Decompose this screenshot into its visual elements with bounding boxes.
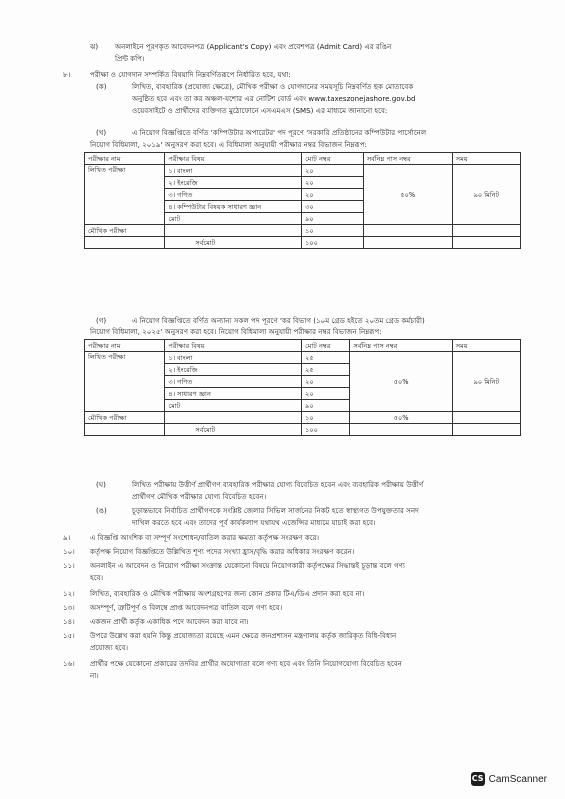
table-header: পরীক্ষার বিষয় xyxy=(165,340,302,352)
rule-text: প্রযোজ্য হবে। xyxy=(90,643,129,652)
marks-cell: ১০ xyxy=(302,412,350,424)
subject-cell: ১। বাংলা xyxy=(165,165,302,177)
subject-cell: ৩। গণিত xyxy=(165,189,302,201)
subject-cell: ৩। গণিত xyxy=(165,376,302,388)
exam-name: লিখিত পরীক্ষা xyxy=(85,352,165,412)
total-marks: ১০০ xyxy=(302,424,350,436)
sub-label: (ক) xyxy=(96,82,107,91)
sub-text: প্রার্থীগণ মৌখিক পরীক্ষার যোগ্য বিবেচিত হবেন। xyxy=(132,492,267,501)
time-cell xyxy=(452,412,520,424)
rule-text: উপরে উল্লেখ করা হয়নি কিন্তু প্রযোজ্যতা রয়েছে এমন ক্ষেত্রে জনপ্রশাসন মন্ত্রণালয় কর্তৃক জারিকৃত বিধি-বিধান xyxy=(90,631,397,640)
pass-marks-cell: ৫০% xyxy=(350,352,452,412)
rule-text: হবে। xyxy=(90,573,104,582)
table-header: সর্বনিম্ন পাস নম্বর xyxy=(363,153,452,165)
pass-marks-cell xyxy=(363,225,452,237)
rule-text: লিখিত, ব্যবহারিক ও মৌখিক পরীক্ষায় অংশগ্রহণের জন্য কোন প্রকার টিএ/ডিএ প্রদান করা হবে না। xyxy=(90,589,365,598)
table-header: সময় xyxy=(452,340,520,352)
subject-cell xyxy=(165,412,302,424)
sub-label: (খ) xyxy=(96,128,107,137)
sub-text: নিয়োগ বিধিমালা, ২০১৯' অনুসরণ করা হবে। এ বিধিমালা অনুযায়ী পরীক্ষার নম্বর বিভাজন নিম্নরূপ: xyxy=(90,140,367,149)
table-header: মোট নম্বর xyxy=(302,153,364,165)
subject-cell: ৪। সাধারণ জ্ঞান xyxy=(165,388,302,400)
time-cell xyxy=(452,424,520,436)
table-header: পরীক্ষার নাম xyxy=(85,153,165,165)
marks-cell: ২৫ xyxy=(302,364,350,376)
total-marks: ১০০ xyxy=(302,237,364,249)
pass-marks-cell: ৫০% xyxy=(350,412,452,424)
camscanner-watermark xyxy=(471,772,547,786)
sub-text: অনুষ্ঠিত হবে এবং তা কর অঞ্চল-যশোর এর নোটিশ বোর্ড এবং www.taxeszonejashore.gov.bd xyxy=(132,94,416,103)
rule-number: ১৬। xyxy=(63,659,75,668)
item-label: ঝ) xyxy=(90,42,99,51)
marks-cell: ২০ xyxy=(302,388,350,400)
sub-text: এ নিয়োগ বিজ্ঞপ্তিতে বর্ণিত অন্যান্য সকল পদ পূরণে 'কর বিভাগ (১০ম গ্রেড হইতে ২০তম গ্রেড কর্মচারী) xyxy=(132,316,425,325)
rule-number: ১২। xyxy=(63,589,75,598)
rule-number: ১১। xyxy=(63,561,75,570)
table-header: পরীক্ষার বিষয় xyxy=(165,153,302,165)
subject-cell: ৪। কম্পিউটার বিষয়ক সাধারণ জ্ঞান xyxy=(165,201,302,213)
rule-number: ১৫। xyxy=(63,631,75,640)
exam-name: মৌখিক পরীক্ষা xyxy=(85,412,165,424)
total-label: সর্বমোট xyxy=(165,237,302,249)
pass-marks-cell xyxy=(350,424,452,436)
section-heading: পরীক্ষা ও যোগদান সম্পর্কিত বিষয়াদি নিম্নবর্ণিতরূপে নির্ধারিত হবে, যথা: xyxy=(90,70,291,79)
marks-cell: ২০ xyxy=(302,177,364,189)
item-text: অনলাইনে পূরণকৃত আবেদনপত্র (Applicant's Copy) এবং প্রবেশপত্র (Admit Card) এর রঙিন xyxy=(115,42,392,51)
item-text: প্রিন্ট কপি। xyxy=(115,54,145,63)
rule-text: অনলাইন এ আবেদন ও নিয়োগ পরীক্ষা সংক্রান্ত যেকোনো বিষয়ে নিয়োগকারী কর্তৃপক্ষের সিদ্ধান্তই চূড়ান্ত বলে গণ্য xyxy=(90,561,405,570)
sub-text: নিয়োগ বিধিমালা, ২০২৫' অনুসরণ করা হবে। নিয়োগ বিধিমালা অনুযায়ী পরীক্ষার নম্বর বিভাজন নিম্নরূপ: xyxy=(90,327,382,336)
marks-cell: ৯০ xyxy=(302,400,350,412)
rule-number: ১৪। xyxy=(63,617,75,626)
sub-label: (ঙ) xyxy=(96,506,107,515)
time-cell xyxy=(452,225,520,237)
exam-name: মৌখিক পরীক্ষা xyxy=(85,225,165,237)
rule-text: এ বিজ্ঞপ্তি আংশিক বা সম্পূর্ণ সংশোধন/বাতিল করার ক্ষমতা কর্তৃপক্ষ সংরক্ষণ করে। xyxy=(90,533,320,542)
rule-text: একজন প্রার্থী কর্তৃক একাধিক পদে আবেদন করা যাবে না। xyxy=(90,617,249,626)
subject-cell xyxy=(165,225,302,237)
marks-table-computer-operator xyxy=(84,152,521,249)
sub-text: ওয়েবসাইটে ও প্রার্থীদের ব্যক্তিগত মুঠোফোনে এসএমএস (SMS) এর মাধ্যমে জানানো হবে: xyxy=(132,106,388,115)
subject-cell: মোট xyxy=(165,213,302,225)
table-header: পরীক্ষার নাম xyxy=(85,340,165,352)
sub-text: চূড়ান্তভাবে নির্বাচিত প্রার্থীগণকে সংশ্লিষ্ট জেলার সিভিল সার্জনের নিকট হতে স্বাস্থ্যগত উপযুক্ততার সনদ xyxy=(132,506,419,515)
exam-name: লিখিত পরীক্ষা xyxy=(85,165,165,225)
marks-cell: ২০ xyxy=(302,165,364,177)
table-header: মোট নম্বর xyxy=(302,340,350,352)
marks-cell: ২০ xyxy=(302,189,364,201)
rule-number: ১৩। xyxy=(63,603,75,612)
exam-name xyxy=(85,237,165,249)
camscanner-logo-icon: CS xyxy=(471,772,485,786)
marks-cell: ১০ xyxy=(302,225,364,237)
marks-cell: ২০ xyxy=(302,376,350,388)
total-label: সর্বমোট xyxy=(165,424,302,436)
time-cell: ৯০ মিনিট xyxy=(452,165,520,225)
sub-label: (ঘ) xyxy=(96,480,106,489)
subject-cell: ২। ইংরেজি xyxy=(165,177,302,189)
time-cell: ৯০ মিনিট xyxy=(452,352,520,412)
sub-text: লিখিত, ব্যবহারিক (প্রযোজ্য ক্ষেত্রে), মৌখিক পরীক্ষা ও যোগদানের সময়সূচি নিম্নবর্ণিত ছক মোতাবেক xyxy=(132,82,414,91)
rule-number: ৯। xyxy=(63,533,71,542)
sub-text: দাখিল করতে হবে এবং তাদের পূর্ব কার্যকলাপ যথাযথ এজেন্সির মাধ্যমে যাচাই করা হবে। xyxy=(132,518,376,527)
time-cell xyxy=(452,237,520,249)
marks-cell: ৯০ xyxy=(302,213,364,225)
marks-table-other-posts xyxy=(84,339,521,436)
table-header: সর্বনিম্ন পাস নম্বর xyxy=(350,340,452,352)
sub-label: (গ) xyxy=(96,316,107,325)
pass-marks-cell xyxy=(363,237,452,249)
subject-cell: ২। ইংরেজি xyxy=(165,364,302,376)
exam-name xyxy=(85,424,165,436)
rule-text: প্রার্থীর পক্ষে যেকোনো প্রকারের তদবির প্রার্থীর অযোগ্যতা বলে গণ্য হবে এবং তিনি নিয়োগযোগ্য বিবেচিত হবেন xyxy=(90,659,402,668)
pass-marks-cell: ৫০% xyxy=(363,165,452,225)
rule-text: না। xyxy=(90,671,99,680)
section-number: ৮। xyxy=(63,70,71,79)
sub-text: এ নিয়োগ বিজ্ঞপ্তিতে বর্ণিত 'কম্পিউটার অপারেটর' পদ পূরণে 'সরকারি প্রতিষ্ঠানের কম্পিউটার পার্সোনেল xyxy=(132,128,427,137)
rule-text: অসম্পূর্ণ, ত্রুটিপূর্ণ ও বিলম্বে প্রাপ্ত আবেদনপত্র বাতিল বলে গণ্য হবে। xyxy=(90,603,283,612)
table-header: সময় xyxy=(452,153,520,165)
subject-cell: ১। বাংলা xyxy=(165,352,302,364)
rule-text: কর্তৃপক্ষ নিয়োগ বিজ্ঞপ্তিতে উল্লিখিত শূণ্য পদের সংখ্যা হ্রাস/বৃদ্ধি করার অধিকার সংরক্ষণ করেন। xyxy=(90,547,355,556)
rule-number: ১০। xyxy=(63,547,75,556)
marks-cell: ২৫ xyxy=(302,352,350,364)
marks-cell: ৩০ xyxy=(302,201,364,213)
camscanner-text: CamScanner xyxy=(488,773,547,785)
sub-text: লিখিত পরীক্ষায় উত্তীর্ণ প্রার্থীগণ ব্যবহারিক পরীক্ষার যোগ্য বিবেচিত হবেন এবং ব্যবহারিক পরীক্ষায় উত্তীর্ণ xyxy=(132,480,424,489)
subject-cell: মোট xyxy=(165,400,302,412)
